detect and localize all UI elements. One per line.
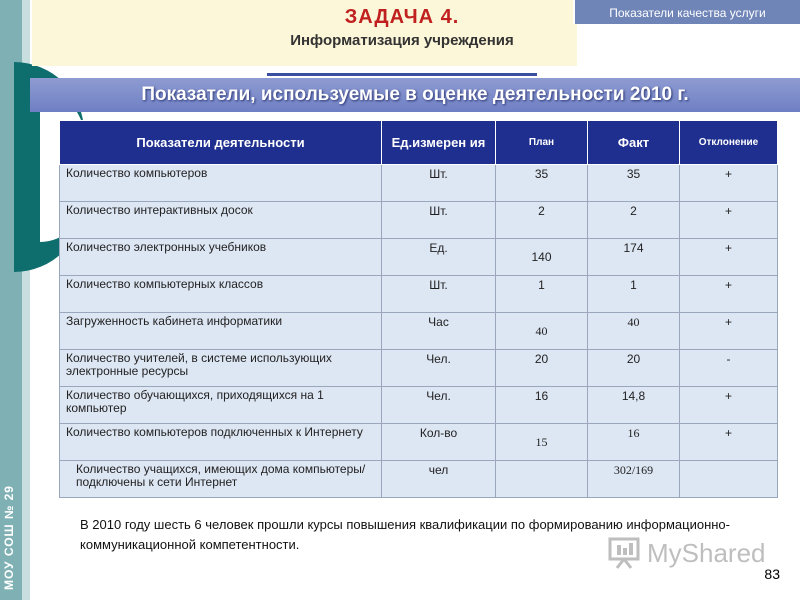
school-label: МОУ СОШ № 29 <box>2 485 16 590</box>
indicators-table <box>59 120 778 498</box>
table-row <box>60 387 778 424</box>
cell-fact: 302/169 <box>588 461 680 498</box>
cell-indicator: Количество компьютеров <box>60 165 382 202</box>
cell-plan: 40 <box>496 313 588 350</box>
cell-plan: 16 <box>496 387 588 424</box>
cell-fact: 16 <box>588 424 680 461</box>
cell-plan: 35 <box>496 165 588 202</box>
cell-plan: 1 <box>496 276 588 313</box>
cell-fact: 35 <box>588 165 680 202</box>
table-row <box>60 202 778 239</box>
cell-deviation: + <box>680 276 778 313</box>
cell-deviation: + <box>680 313 778 350</box>
table-row <box>60 350 778 387</box>
table-row <box>60 461 778 498</box>
cell-plan: 2 <box>496 202 588 239</box>
header-fact: Факт <box>588 121 680 165</box>
cell-unit: Шт. <box>382 165 496 202</box>
watermark-text: MyShared <box>647 537 766 568</box>
table-header-row <box>60 121 778 165</box>
cell-deviation: + <box>680 202 778 239</box>
table-row <box>60 276 778 313</box>
cell-plan: 20 <box>496 350 588 387</box>
cell-deviation: + <box>680 387 778 424</box>
quality-tab[interactable]: Показатели качества услуги <box>573 0 800 24</box>
cell-indicator: Количество интерактивных досок <box>60 202 382 239</box>
task-title: ЗАДАЧА 4. <box>344 6 460 28</box>
cell-indicator: Количество электронных учебников <box>60 239 382 276</box>
cell-unit: Шт. <box>382 202 496 239</box>
cell-fact: 174 <box>588 239 680 276</box>
cell-fact: 40 <box>588 313 680 350</box>
cell-indicator: Загруженность кабинета информатики <box>60 313 382 350</box>
cell-unit: Чел. <box>382 387 496 424</box>
cell-plan <box>496 461 588 498</box>
cell-fact: 1 <box>588 276 680 313</box>
task-subtitle: Информатизация учреждения <box>290 32 514 49</box>
cell-unit: чел <box>382 461 496 498</box>
table-row <box>60 165 778 202</box>
header-divider <box>267 73 537 76</box>
cell-deviation: - <box>680 350 778 387</box>
header-unit: Ед.измерен ия <box>382 121 496 165</box>
cell-indicator: Количество компьютеров подключенных к Интернету <box>60 424 382 461</box>
cell-unit: Час <box>382 313 496 350</box>
cell-indicator: Количество обучающихся, приходящихся на 1 компьютер <box>60 387 382 424</box>
cell-deviation: + <box>680 165 778 202</box>
cell-indicator: Количество учителей, в системе использующих электронные ресурсы <box>60 350 382 387</box>
header-indicator: Показатели деятельности <box>60 121 382 165</box>
cell-unit: Шт. <box>382 276 496 313</box>
cell-unit: Чел. <box>382 350 496 387</box>
cell-indicator: Количество учащихся, имеющих дома компьютеры/подключены к сети Интернет <box>60 461 382 498</box>
cell-fact: 20 <box>588 350 680 387</box>
page-number: 83 <box>764 566 780 582</box>
table-row <box>60 313 778 350</box>
cell-unit: Ед. <box>382 239 496 276</box>
cell-indicator: Количество компьютерных классов <box>60 276 382 313</box>
presentation-icon <box>607 537 641 569</box>
cell-deviation: + <box>680 239 778 276</box>
cell-deviation <box>680 461 778 498</box>
note-text: В 2010 году шесть 6 человек прошли курсы повышения квалификации по формированию информационно- коммуникационной компетентности. <box>80 517 730 552</box>
cell-fact: 14,8 <box>588 387 680 424</box>
header-plan: План <box>496 121 588 165</box>
cell-unit: Кол-во <box>382 424 496 461</box>
cell-fact: 2 <box>588 202 680 239</box>
cell-plan: 15 <box>496 424 588 461</box>
table-row <box>60 239 778 276</box>
banner-title: Показатели, используемые в оценке деятельности 2010 г. <box>141 84 689 105</box>
cell-deviation: + <box>680 424 778 461</box>
watermark <box>607 537 766 569</box>
header-deviation: Отклонение <box>680 121 778 165</box>
cell-plan: 140 <box>496 239 588 276</box>
table-row <box>60 424 778 461</box>
